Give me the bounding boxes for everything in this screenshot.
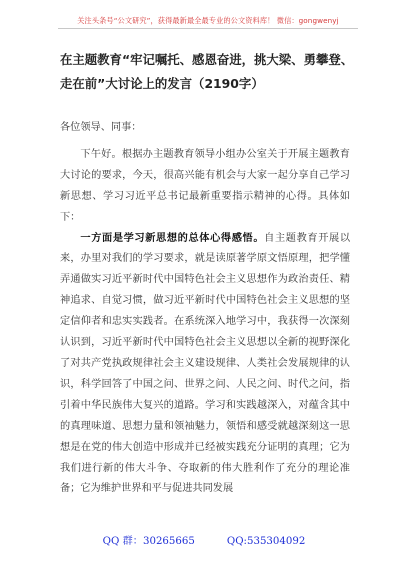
- salutation: 各位领导、同事：: [60, 122, 142, 133]
- paragraph-section-1: [60, 229, 350, 501]
- paragraph-intro: 下午好。根据办主题教育领导小组办公室关于开展主题教育大讨论的要求，今天，很高兴能有机会与大家一起分享自己学习新思想、学习习近平总书记最新重要指示精神的心得。具体如下：: [60, 148, 350, 223]
- footer-qq: QQ:535304092: [226, 536, 306, 547]
- document-title: 在主题教育“牢记嘱托、感恩奋进，挑大梁、勇攀登、走在前”大讨论上的发言（2190字）: [60, 52, 354, 91]
- footer-contacts: [0, 532, 408, 547]
- header-divider: [58, 28, 358, 29]
- section-1-heading: 一方面是学习新思想的总体心得感悟。: [80, 232, 265, 244]
- document-body: [60, 118, 350, 500]
- header-banner: 关注头条号“公文研究”，获得最新最全最专业的公文资料库！ 微信：gongwenyj: [77, 16, 339, 25]
- footer-qq-group: QQ 群：30265665: [102, 536, 195, 547]
- section-1-text: 自主题教育开展以来，办里对我们的学习要求，就是读原著学原文悟原理，把学懂弄通做实习近平新时代中国特色社会主义思想作为政治责任、精神追求、自觉习惯，做习近平新时代中国特色社会主义思想的坚定信仰者和忠实实践者。在系统深入地学习中，我获得一次深刻认识到，习近平新时代中国特色社会主义思想以全新的视野深化了对共产党执政规律社会主义建设规律、人类社会发展规律的认识，科学回答了中国之问、世界之问、人民之问、时代之问，指引着中华民族伟大复兴的道路。学习和实践越深入，对蕴含其中的真理味道、思想力量和领袖魅力，领悟和感受就越深刻这一思想是在党的伟大创造中形成并已经被实践充分证明的真理；它为我们进行新的伟大斗争、夺取新的伟大胜利作了充分的理论准备；它为维护世界和平与促进共同发展: [60, 232, 351, 495]
